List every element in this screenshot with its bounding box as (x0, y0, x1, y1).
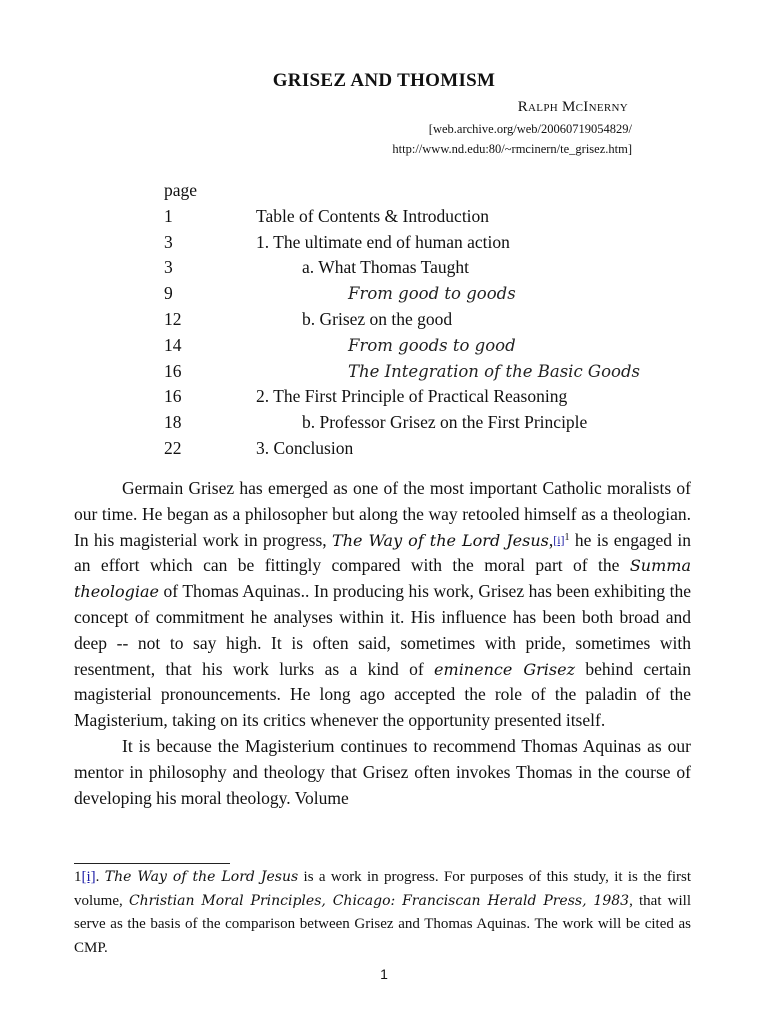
para1-text-5: behind certain magisterial pronouncements. He long ago accepted the role of the paladin of the Magisterium, taking on its critics whenever the opportunity presented itself. (74, 658, 691, 731)
footnote-link[interactable]: [i] (553, 532, 565, 547)
toc-row (164, 359, 684, 385)
toc-entry-title: a. What Thomas Taught (302, 257, 469, 278)
toc-page-number: 16 (164, 360, 182, 381)
footnote-text-1: . (95, 869, 105, 885)
toc-row (164, 333, 684, 359)
toc-row (164, 436, 684, 462)
toc-entry-title: b. Professor Grisez on the First Principle (302, 412, 588, 433)
page-number: 1 (380, 966, 388, 982)
toc-entry-title: 1. The ultimate end of human action (256, 231, 510, 252)
toc-page-number: 12 (164, 308, 182, 329)
source-url-line-1: [web.archive.org/web/20060719054829/ (428, 122, 632, 136)
para1-italic-title: The Way of the Lord Jesus (332, 530, 549, 550)
toc-row (164, 230, 684, 256)
toc-page-number: 14 (164, 334, 182, 355)
toc-entry-title: From good to goods (348, 284, 516, 304)
toc-entry-title: 3. Conclusion (256, 437, 354, 458)
footnote-text-3: , that will serve as the basis of the comparison between Grisez and Thomas Aquinas. The work will be cited as CMP. (74, 892, 692, 956)
toc-entry-title: The Integration of the Basic Goods (348, 361, 641, 381)
footnote-superscript: 1 (564, 531, 570, 543)
toc-entry-title: 2. The First Principle of Practical Reasoning (256, 386, 568, 407)
toc-row (164, 410, 684, 436)
toc-page-number: 22 (164, 437, 182, 458)
paragraph-1 (74, 476, 691, 734)
toc-page-number: 1 (164, 205, 173, 226)
footnote-italic-publication: Christian Moral Principles, Chicago: Franciscan Herald Press, 1983 (128, 892, 630, 909)
para1-text-4: of Thomas Aquinas.. In producing his work, Grisez has been exhibiting the concept of commitment he analyses within it. His influence has been both broad and deep -- not to say high. It is often said, sometimes with pride, sometimes with resentment, that his work lurks as a kind of (74, 581, 691, 679)
toc-page-number: 18 (164, 412, 182, 433)
para1-text-2: , (548, 529, 554, 550)
footnote-text-2: is a work in progress. For purposes of this study, it is the first volume, (74, 869, 692, 909)
toc-page-number: 3 (164, 257, 173, 278)
toc-row (164, 204, 684, 230)
toc-row (164, 384, 684, 410)
footnote-separator (74, 863, 230, 864)
toc-page-number: 3 (164, 231, 173, 252)
footnote (74, 866, 691, 960)
table-of-contents (164, 178, 684, 462)
toc-page-number: 16 (164, 386, 182, 407)
toc-row (164, 307, 684, 333)
toc-entry-title: Table of Contents & Introduction (256, 205, 490, 226)
toc-page-header: page (164, 180, 198, 200)
document-title: GRISEZ AND THOMISM (272, 70, 496, 91)
author-name: Ralph McInerny (517, 99, 628, 115)
toc-row (164, 281, 684, 307)
toc-page-number: 9 (164, 283, 173, 304)
para1-italic-eminence: eminence Grisez (434, 659, 576, 679)
toc-entry-title: b. Grisez on the good (302, 308, 453, 329)
footnote-number: 1 (74, 869, 82, 885)
para1-text-1: Germain Grisez has emerged as one of the most important Catholic moralists of our time. He began as a philosopher but along the way retooled himself as a theologian. In his magisterial work in progress, (74, 478, 691, 550)
source-url-line-2: http://www.nd.edu:80/~rmcinern/te_grisez.htm] (392, 142, 632, 156)
footnote-italic-title: The Way of the Lord Jesus (104, 869, 299, 885)
body-text (74, 476, 691, 811)
para1-italic-summa: Summa theologiae (74, 556, 691, 602)
footnote-backlink[interactable]: [i] (81, 869, 96, 885)
toc-row (164, 255, 684, 281)
paragraph-2: It is because the Magisterium continues to recommend Thomas Aquinas as our mentor in philosophy and theology that Grisez often invokes Thomas in the course of developing his moral theology. Volume (74, 735, 691, 808)
para1-text-3: he is engaged in an effort which can be fittingly compared with the moral part of the (74, 529, 691, 576)
toc-entry-title: From goods to good (348, 335, 516, 355)
